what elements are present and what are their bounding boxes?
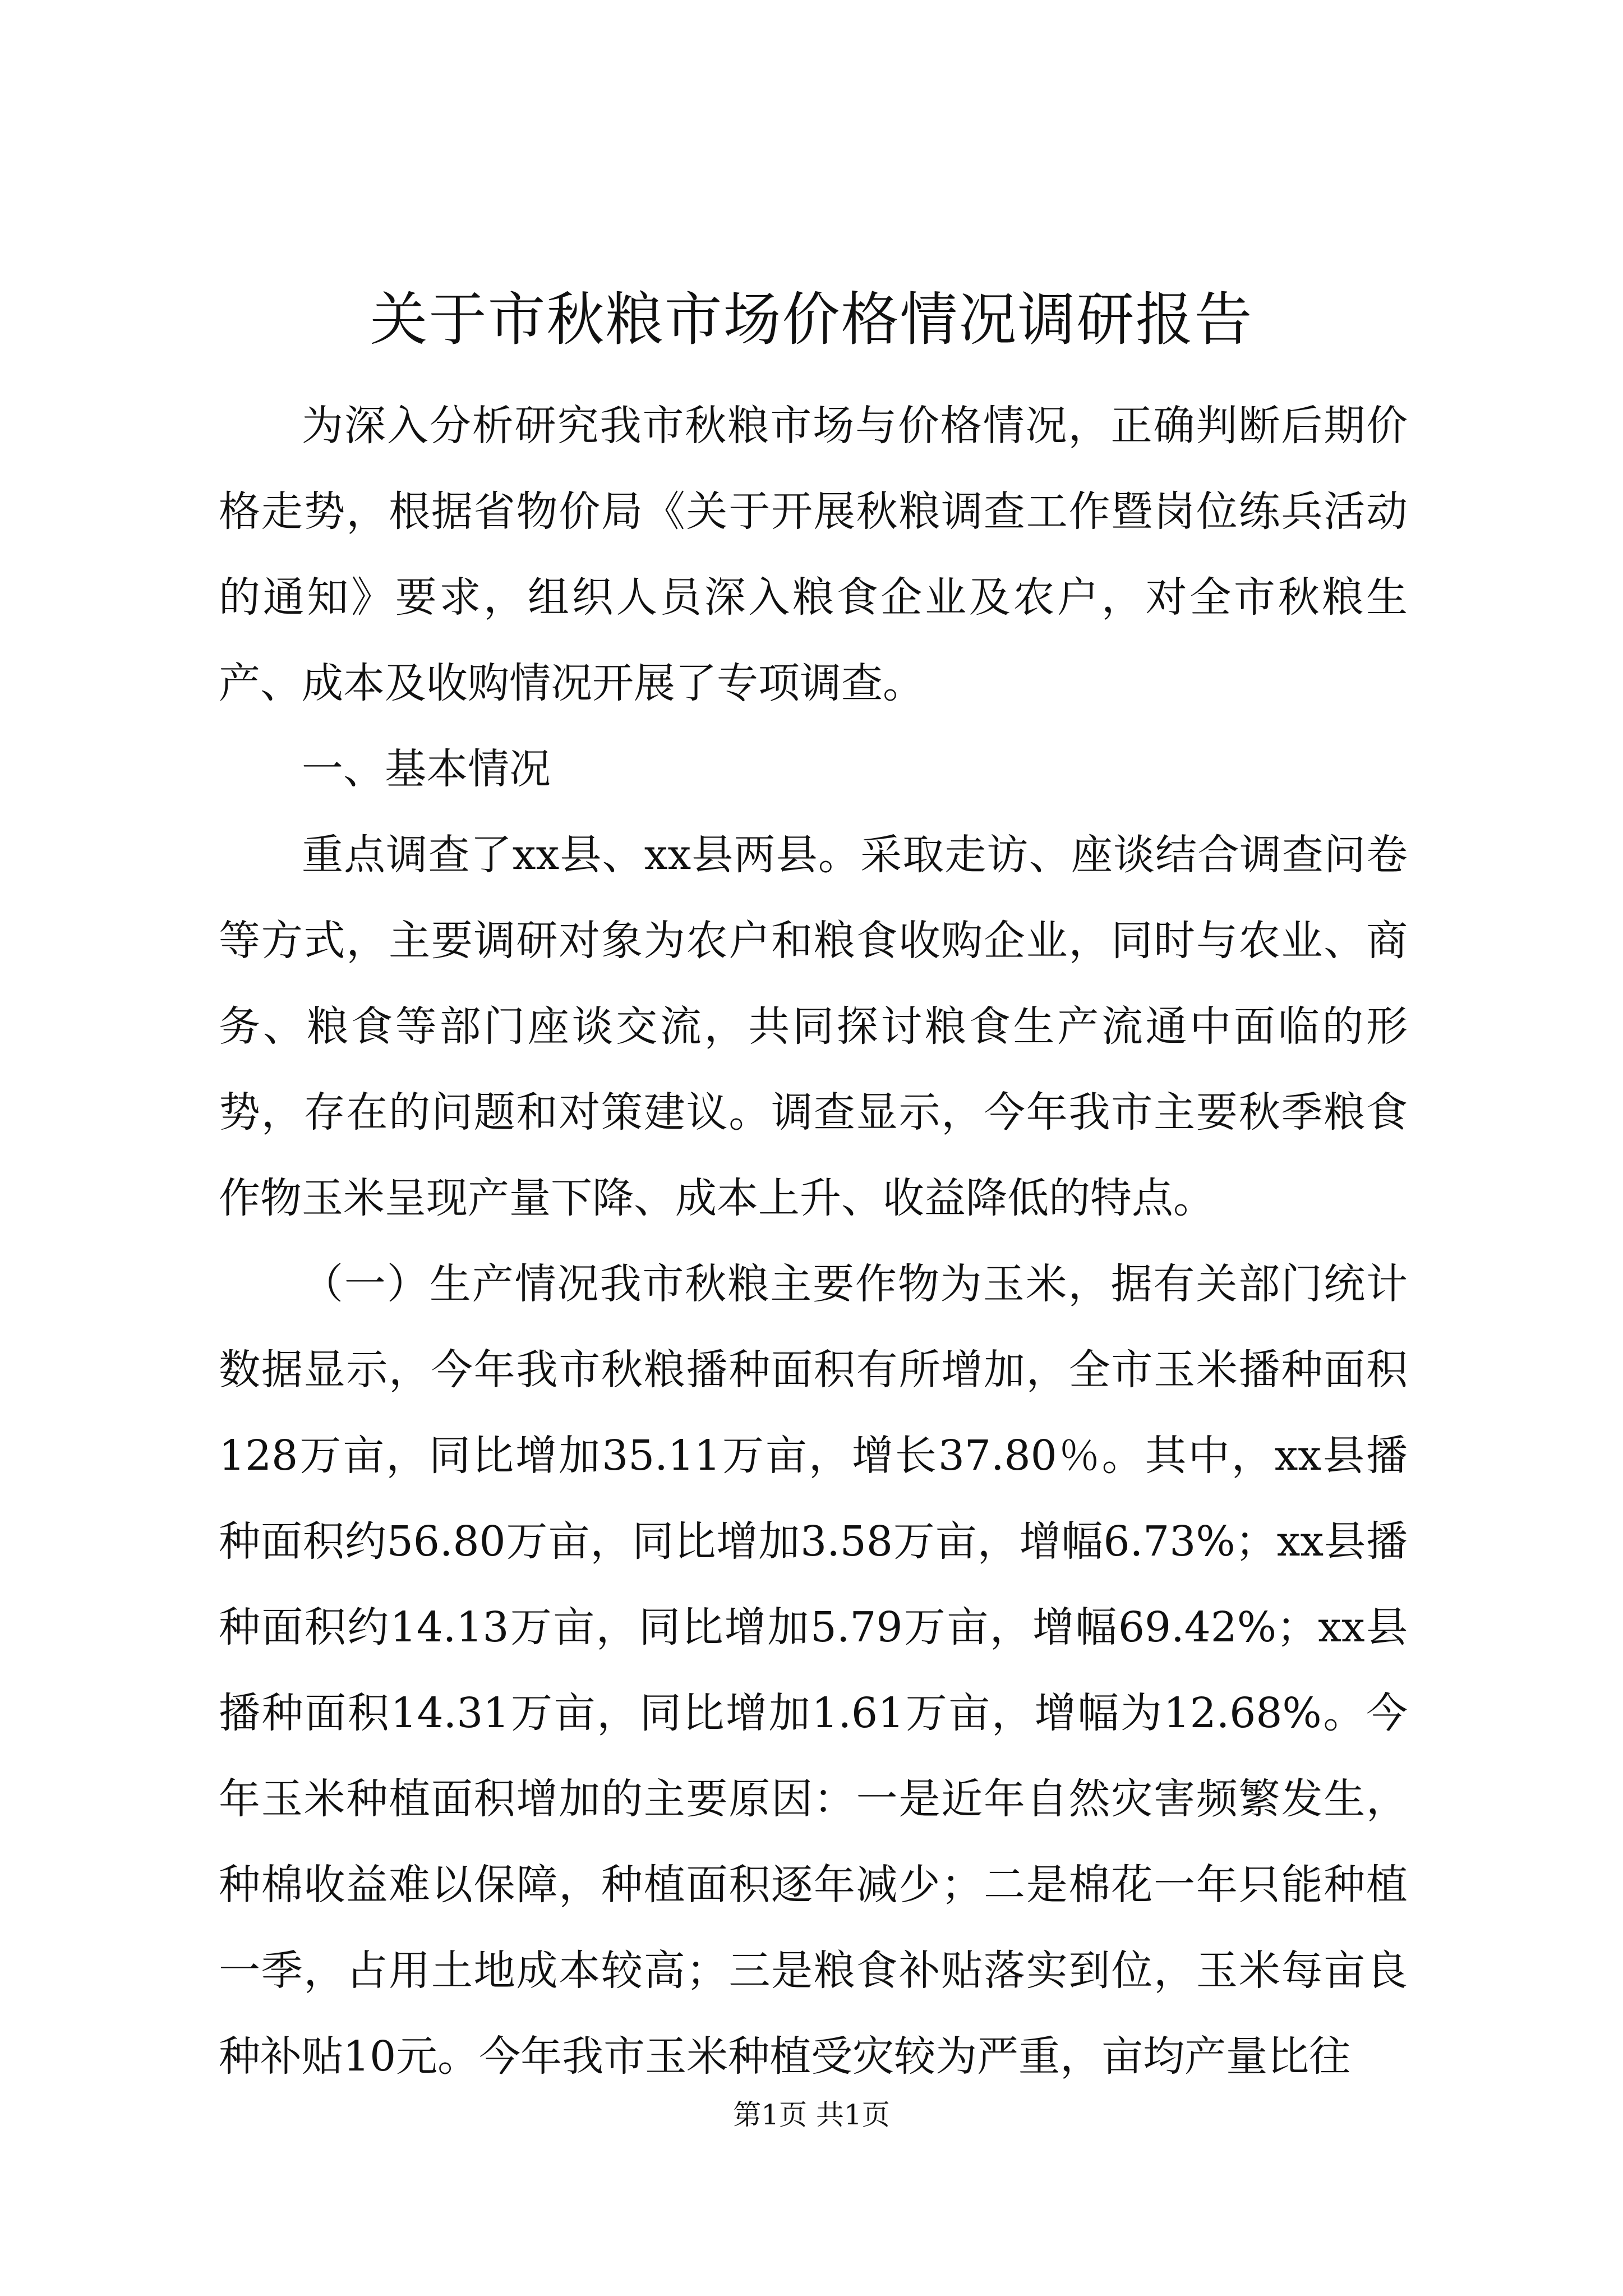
page-footer: 第1页 共1页 xyxy=(733,2099,890,2131)
document-body xyxy=(219,383,1408,2100)
paragraph-intro: 为深入分析研究我市秋粮市场与价格情况，正确判断后期价格走势，根据省物价局《关于开展秋粮调查工作暨岗位练兵活动的通知》要求，组织人员深入粮食企业及农户，对全市秋粮生产、成本及收购情况开展了专项调查。 xyxy=(219,402,1408,707)
paragraph-survey-overview: 重点调查了xx县、xx县两县。采取走访、座谈结合调查问卷等方式，主要调研对象为农户和粮食收购企业，同时与农业、商务、粮食等部门座谈交流，共同探讨粮食生产流通中面临的形势，存在的问题和对策建议。调查显示，今年我市主要秋季粮食作物玉米呈现产量下降、成本上升、收益降低的特点。 xyxy=(219,831,1408,1222)
page-title: 关于市秋粮市场价格情况调研报告 xyxy=(370,286,1253,353)
section-heading-basic-situation: 一、基本情况 xyxy=(302,745,551,793)
paragraph-production-situation: （一）生产情况我市秋粮主要作物为玉米，据有关部门统计数据显示，今年我市秋粮播种面积有所增加，全市玉米播种面积128万亩，同比增加35.11万亩，增长37.80％。其中，xx县播种面积约56.80万亩，同比增加3.58万亩，增幅6.73%；xx县播种面积约14.13万亩，同比增加5.79万亩，增幅69.42%；xx县播种面积14.31万亩，同比增加1.61万亩，增幅为12.68%。今年玉米种植面积增加的主要原因：一是近年自然灾害频繁发生，种棉收益难以保障，种植面积逐年减少；二是棉花一年只能种植一季，占用土地成本较高；三是粮食补贴落实到位，玉米每亩良种补贴10元。今年我市玉米种植受灾较为严重，亩均产量比往 xyxy=(219,1260,1408,2081)
